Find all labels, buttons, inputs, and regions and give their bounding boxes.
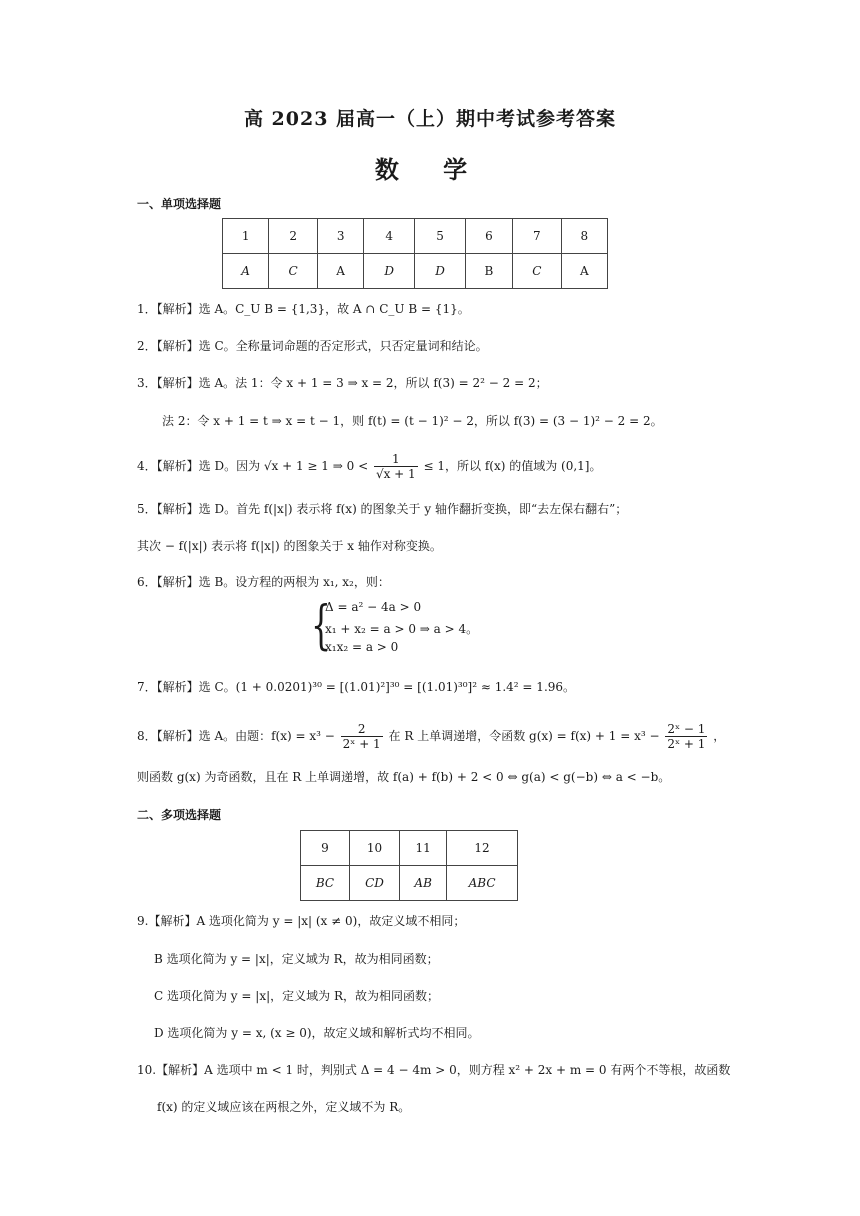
explanation-q8-line1	[137, 722, 725, 751]
q8-fraction-2	[665, 722, 707, 751]
system-row: x₁x₂ = a > 0	[325, 640, 399, 654]
explanation-q4	[137, 452, 601, 481]
table-cell: A	[318, 254, 364, 289]
explanation-q9-b: B 选项化简为 y = |x|，定义域为 R，故为相同函数；	[154, 952, 439, 966]
explanation-q5-line1: 5．【解析】选 D。首先 f(|x|) 表示将 f(x) 的图象关于 y 轴作翻折变换，即“去左保右翻右”；	[137, 502, 628, 516]
table-cell: B	[465, 254, 512, 289]
system-row: Δ = a² − 4a > 0	[325, 600, 422, 614]
table-cell: 2	[269, 219, 318, 254]
table-row-answers	[301, 866, 518, 901]
table-cell: 9	[301, 831, 350, 866]
fraction-numerator: 1	[374, 452, 418, 467]
fraction-numerator: 2ˣ − 1	[667, 722, 706, 736]
table-cell: 3	[318, 219, 364, 254]
explanation-q3-method2: 法 2：令 x + 1 = t ⇒ x = t − 1，则 f(t) = (t − 1)² − 2，所以 f(3) = (3 − 1)² − 2 = 2。	[162, 414, 663, 428]
document-title: 高 2023 届高一（上）期中考试参考答案	[243, 108, 617, 130]
table-cell: 11	[400, 831, 447, 866]
table-cell: AB	[400, 866, 447, 901]
table-cell: A	[561, 254, 607, 289]
table-cell: ABC	[447, 866, 518, 901]
explanation-q2: 2．【解析】选 C。全称量词命题的否定形式，只否定量词和结论。	[137, 339, 488, 353]
explanation-q9-a: 9.【解析】A 选项化简为 y = |x| (x ≠ 0)，故定义域不相同；	[137, 914, 466, 928]
multi-choice-answer-table	[300, 830, 518, 901]
fraction-denominator: √x + 1	[375, 467, 416, 481]
explanation-q5-line2: 其次 − f(|x|) 表示将 f(|x|) 的图象关于 x 轴作对称变换。	[137, 539, 442, 553]
table-cell: A	[223, 254, 269, 289]
q8-text-end: ，	[713, 729, 726, 743]
system-row: x₁ + x₂ = a > 0 ⇒ a > 4。	[325, 622, 479, 636]
table-cell: C	[269, 254, 318, 289]
section-single-choice-heading: 一、单项选择题	[137, 197, 222, 211]
fraction-denominator: 2ˣ + 1	[667, 737, 706, 751]
table-cell: 4	[364, 219, 415, 254]
explanation-q9-d: D 选项化简为 y = x, (x ≥ 0)，故定义域和解析式均不相同。	[154, 1026, 480, 1040]
q4-text-pre: 4．【解析】选 D。因为 √x + 1 ≥ 1 ⇒ 0 <	[137, 459, 369, 473]
q8-text-pre: 8．【解析】选 A。由题：f(x) = x³ −	[137, 729, 335, 743]
explanation-q9-c: C 选项化简为 y = |x|，定义域为 R，故为相同函数；	[154, 989, 439, 1003]
subject-heading: 数 学	[374, 155, 486, 184]
explanation-q8-line2: 则函数 g(x) 为奇函数，且在 R 上单调递增，故 f(a) + f(b) + 2 < 0 ⇔ g(a) < g(−b) ⇔ a < −b。	[137, 770, 671, 784]
table-row-numbers	[223, 219, 608, 254]
explanation-q3-method1: 3．【解析】选 A。法 1：令 x + 1 = 3 ⇒ x = 2，所以 f(3) = 2² − 2 = 2；	[137, 376, 548, 390]
table-cell: 10	[349, 831, 399, 866]
q4-text-post: ≤ 1，所以 f(x) 的值域为 (0,1]。	[423, 459, 602, 473]
q8-text-mid: 在 R 上单调递增，令函数 g(x) = f(x) + 1 = x³ −	[388, 729, 660, 743]
table-cell: 1	[223, 219, 269, 254]
q4-fraction	[374, 452, 418, 481]
fraction-denominator: 2ˣ + 1	[342, 737, 381, 751]
table-cell: CD	[349, 866, 399, 901]
explanation-q1: 1．【解析】选 A。C_U B = {1,3}，故 A ∩ C_U B = {1}。	[137, 302, 470, 316]
table-cell: 8	[561, 219, 607, 254]
explanation-q10-line2: f(x) 的定义域应该在两根之外，定义域不为 R。	[157, 1100, 411, 1114]
explanation-q6: 6．【解析】选 B。设方程的两根为 x₁, x₂，则：	[137, 575, 390, 589]
table-cell: 12	[447, 831, 518, 866]
table-cell: D	[364, 254, 415, 289]
section-multi-choice-heading: 二、多项选择题	[137, 808, 222, 822]
table-row-answers	[223, 254, 608, 289]
table-cell: D	[415, 254, 466, 289]
single-choice-answer-table	[222, 218, 608, 289]
table-cell: BC	[301, 866, 350, 901]
table-cell: 6	[465, 219, 512, 254]
explanation-q7: 7．【解析】选 C。(1 + 0.0201)³⁰ = [(1.01)²]³⁰ = [(1.01)³⁰]² ≈ 1.4² = 1.96。	[137, 680, 576, 694]
left-brace-symbol: {	[311, 596, 331, 656]
table-cell: 7	[512, 219, 561, 254]
q8-fraction-1	[341, 722, 383, 751]
table-cell: 5	[415, 219, 466, 254]
table-row-numbers	[301, 831, 518, 866]
explanation-q10-line1: 10.【解析】A 选项中 m < 1 时，判别式 Δ = 4 − 4m > 0，则方程 x² + 2x + m = 0 有两个不等根，故函数	[137, 1063, 731, 1077]
table-cell: C	[512, 254, 561, 289]
fraction-numerator: 2	[341, 722, 383, 737]
